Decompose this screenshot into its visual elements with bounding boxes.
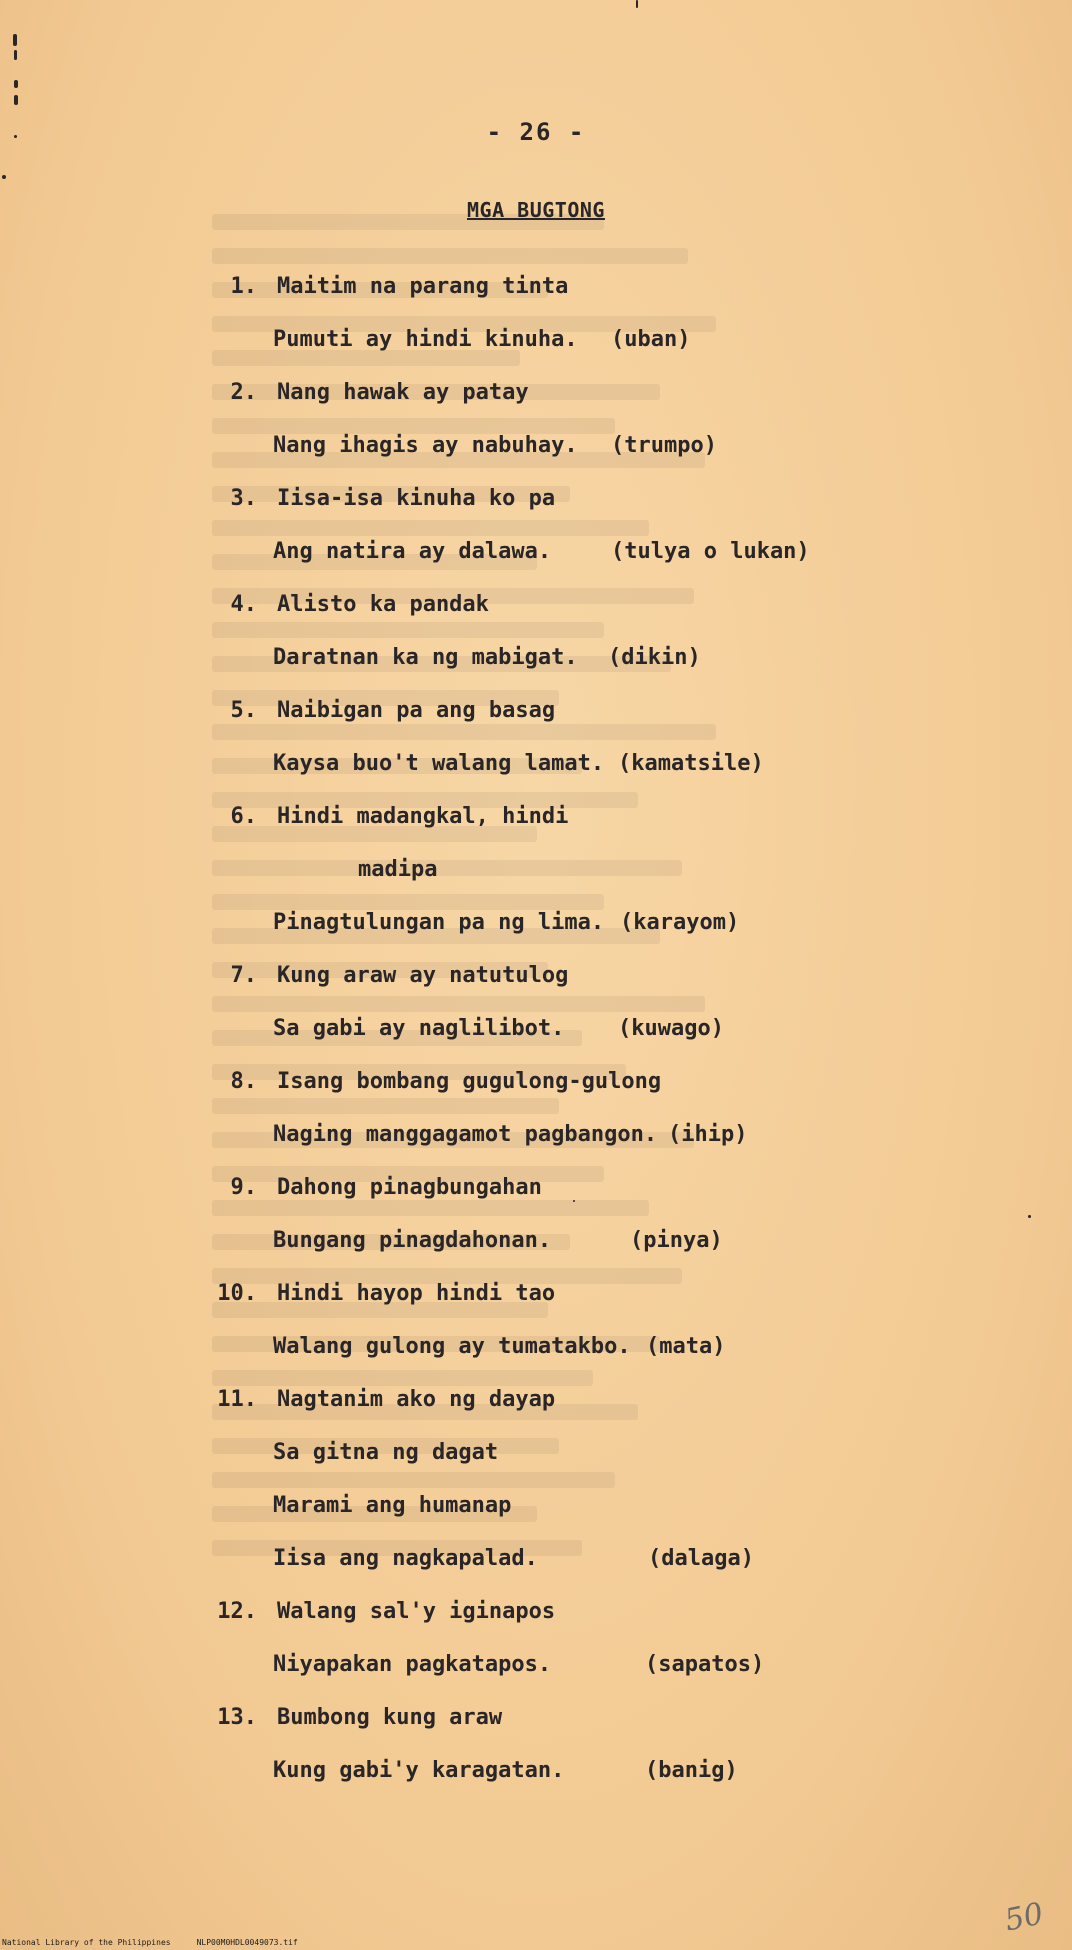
riddle-text: Sa gitna ng dagat [273, 1440, 499, 1465]
riddle-list [0, 274, 1072, 1811]
riddle-item [0, 1175, 1072, 1281]
riddle-text: Naibigan pa ang basag [277, 698, 556, 723]
riddle-text: Hindi hayop hindi tao [277, 1281, 556, 1306]
riddle-line [0, 804, 1072, 857]
margin-ink-mark [14, 50, 17, 60]
riddle-line [0, 857, 1072, 910]
riddle-line [0, 1758, 1072, 1811]
margin-ink-mark [14, 95, 18, 105]
riddle-text: Nang hawak ay patay [277, 380, 529, 405]
riddle-line [0, 1493, 1072, 1546]
riddle-line [0, 698, 1072, 751]
riddle-text: Hindi madangkal, hindi [277, 804, 569, 829]
riddle-line [0, 963, 1072, 1016]
riddle-text: Bungang pinagdahonan. [273, 1228, 552, 1253]
riddle-text: Walang gulong ay tumatakbo. [273, 1334, 631, 1359]
riddle-text: Iisa-isa kinuha ko pa [277, 486, 556, 511]
riddle-text: Naging manggagamot pagbangon. [273, 1122, 658, 1147]
riddle-text: Kaysa buo't walang lamat. [273, 751, 605, 776]
riddle-line [0, 1016, 1072, 1069]
riddle-text: Kung araw ay natutulog [277, 963, 569, 988]
riddle-item [0, 274, 1072, 380]
riddle-number: 9. [230, 1175, 257, 1200]
page-number: - 26 - [486, 118, 586, 146]
riddle-item [0, 1281, 1072, 1387]
scan-filename: NLP00M0HDL0049073.tif [196, 1938, 298, 1947]
riddle-text: Niyapakan pagkatapos. [273, 1652, 552, 1677]
riddle-item [0, 1387, 1072, 1599]
riddle-text: Sa gabi ay naglilibot. [273, 1016, 565, 1041]
riddle-number: 13. [217, 1705, 257, 1730]
riddle-answer: (dalaga) [648, 1546, 754, 1571]
riddle-item [0, 1705, 1072, 1811]
riddle-line [0, 592, 1072, 645]
riddle-line [0, 1228, 1072, 1281]
riddle-number: 6. [230, 804, 257, 829]
riddle-line [0, 1652, 1072, 1705]
riddle-text: madipa [358, 857, 438, 882]
riddle-line [0, 380, 1072, 433]
riddle-answer: (tulya o lukan) [611, 539, 810, 564]
riddle-number: 2. [230, 380, 257, 405]
riddle-text: Nagtanim ako ng dayap [277, 1387, 556, 1412]
riddle-answer: (kamatsile) [618, 751, 764, 776]
riddle-text: Pumuti ay hindi kinuha. [273, 327, 578, 352]
riddle-item [0, 1599, 1072, 1705]
riddle-line [0, 910, 1072, 963]
riddle-line [0, 1334, 1072, 1387]
riddle-number: 10. [217, 1281, 257, 1306]
riddle-answer: (dikin) [608, 645, 701, 670]
riddle-item [0, 592, 1072, 698]
riddle-line [0, 1175, 1072, 1228]
riddle-number: 4. [230, 592, 257, 617]
riddle-line [0, 1599, 1072, 1652]
riddle-answer: (sapatos) [645, 1652, 765, 1677]
riddle-line [0, 1387, 1072, 1440]
riddle-number: 5. [230, 698, 257, 723]
riddle-text: Pinagtulungan pa ng lima. [273, 910, 605, 935]
riddle-item [0, 804, 1072, 963]
riddle-text: Alisto ka pandak [277, 592, 489, 617]
riddle-answer: (kuwago) [618, 1016, 724, 1041]
paper-speck [2, 175, 6, 179]
riddle-line [0, 645, 1072, 698]
riddle-item [0, 1069, 1072, 1175]
paper-speck [636, 0, 638, 8]
page-title: MGA BUGTONG [467, 198, 605, 222]
riddle-text: Marami ang humanap [273, 1493, 512, 1518]
riddle-item [0, 486, 1072, 592]
margin-ink-mark [14, 80, 18, 88]
riddle-answer: (pinya) [630, 1228, 723, 1253]
riddle-line [0, 751, 1072, 804]
riddle-line [0, 1069, 1072, 1122]
riddle-line [0, 1546, 1072, 1599]
riddle-text: Nang ihagis ay nabuhay. [273, 433, 578, 458]
riddle-line [0, 486, 1072, 539]
scan-footer [2, 1938, 298, 1947]
riddle-text: Isang bombang gugulong-gulong [277, 1069, 662, 1094]
riddle-text: Dahong pinagbungahan [277, 1175, 542, 1200]
riddle-number: 1. [230, 274, 257, 299]
riddle-line [0, 1440, 1072, 1493]
library-credit: National Library of the Philippines [2, 1938, 171, 1947]
riddle-line [0, 1281, 1072, 1334]
margin-ink-mark [13, 34, 17, 46]
riddle-line [0, 539, 1072, 592]
riddle-line [0, 274, 1072, 327]
riddle-number: 3. [230, 486, 257, 511]
riddle-answer: (banig) [645, 1758, 738, 1783]
riddle-item [0, 963, 1072, 1069]
riddle-line [0, 327, 1072, 380]
riddle-line [0, 1122, 1072, 1175]
riddle-text: Ang natira ay dalawa. [273, 539, 552, 564]
riddle-text: Bumbong kung araw [277, 1705, 503, 1730]
riddle-answer: (karayom) [620, 910, 740, 935]
riddle-text: Iisa ang nagkapalad. [273, 1546, 538, 1571]
riddle-number: 8. [230, 1069, 257, 1094]
riddle-answer: (uban) [611, 327, 691, 352]
riddle-text: Maitim na parang tinta [277, 274, 569, 299]
riddle-answer: (mata) [646, 1334, 726, 1359]
riddle-text: Daratnan ka ng mabigat. [273, 645, 578, 670]
riddle-number: 12. [217, 1599, 257, 1624]
riddle-item [0, 380, 1072, 486]
riddle-text: Kung gabi'y karagatan. [273, 1758, 565, 1783]
handwritten-page-mark: 50 [1001, 1896, 1047, 1939]
riddle-answer: (trumpo) [611, 433, 717, 458]
riddle-number: 7. [230, 963, 257, 988]
riddle-answer: (ihip) [668, 1122, 748, 1147]
riddle-number: 11. [217, 1387, 257, 1412]
riddle-text: Walang sal'y iginapos [277, 1599, 556, 1624]
riddle-line [0, 433, 1072, 486]
riddle-item [0, 698, 1072, 804]
riddle-line [0, 1705, 1072, 1758]
